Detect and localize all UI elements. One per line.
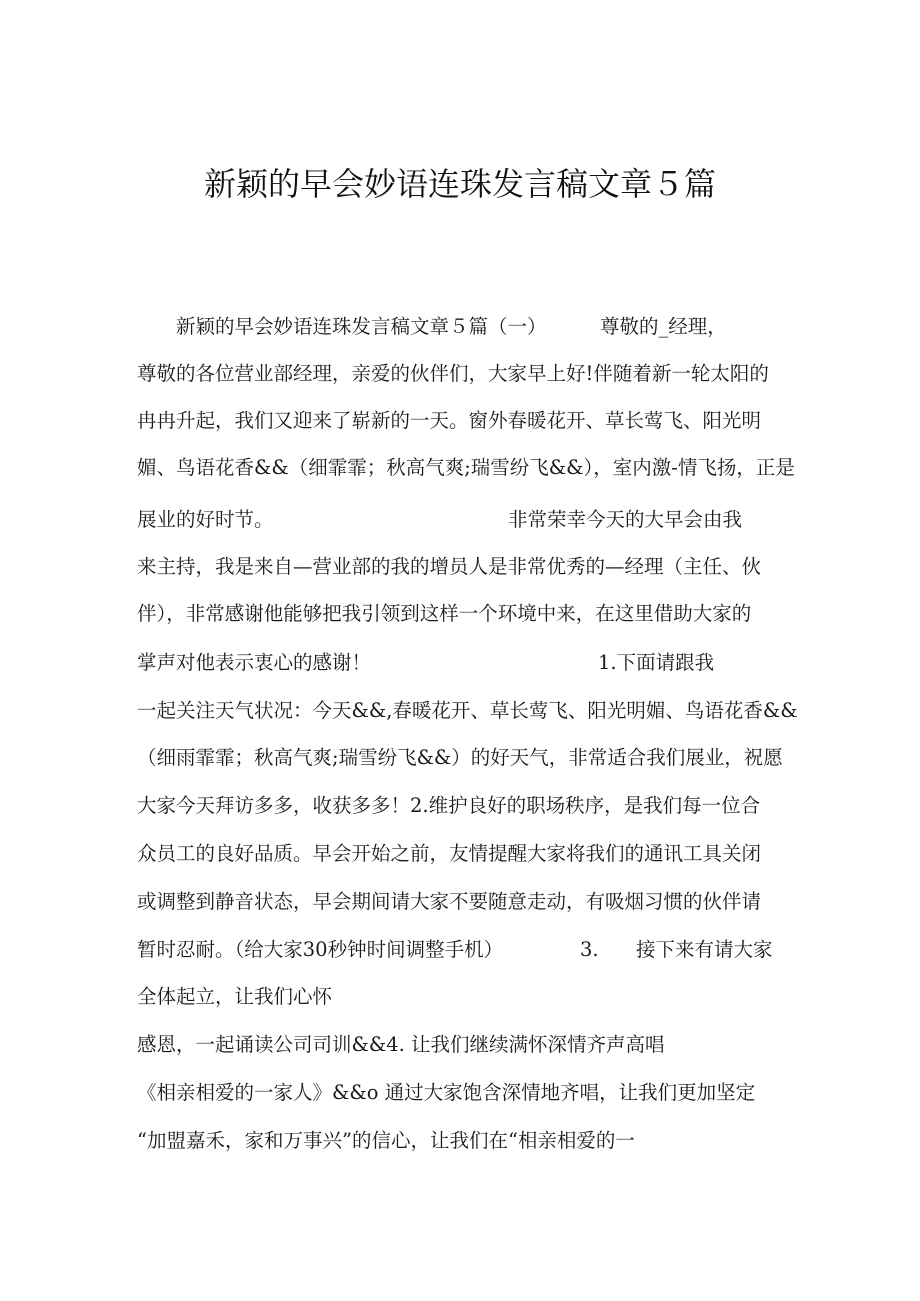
text-line: （细雨霏霏；秋高气爽;瑞雪纷飞&&）的好天气，非常适合我们展业，祝愿 — [137, 746, 783, 769]
text-line: 一起关注天气状况：今天&&,春暖花开、草长莺飞、阳光明媚、鸟语花香&& — [137, 699, 798, 722]
text-line: 暂时忍耐。（给大家30秒钟时间调整手机） — [137, 938, 504, 961]
text-line: 尊敬的_经理， — [600, 315, 727, 338]
text-line: 媚、鸟语花香&&（细霏霏；秋高气爽;瑞雪纷飞&&），室内激-情飞扬，正是 — [137, 456, 795, 479]
text-line: 大家今天拜访多多，收获多多！2.维护良好的职场秩序，是我们每一位合 — [137, 794, 761, 817]
text-line: 尊敬的各位营业部经理，亲爱的伙伴们，大家早上好!伴随着新一轮太阳的 — [137, 362, 769, 385]
text-line: 接下来有请大家 — [636, 938, 773, 961]
text-line: 新颖的早会妙语连珠发言稿文章５篇（一） — [176, 315, 547, 338]
text-line: 全体起立，让我们心怀 — [137, 985, 333, 1008]
text-line: 感恩，一起诵读公司司训&&4. 让我们继续满怀深情齐声高唱 — [137, 1033, 665, 1056]
text-line: 掌声对他表示衷心的感谢！ — [137, 651, 372, 674]
text-line: “加盟嘉禾，家和万事兴”的信心，让我们在“相亲相爱的一 — [137, 1129, 635, 1152]
text-line: 来主持，我是来自—营业部的我的增员人是非常优秀的—经理（主任、伙 — [137, 555, 762, 578]
text-line: 众员工的良好品质。早会开始之前，友情提醒大家将我们的通讯工具关闭 — [137, 842, 762, 865]
text-line: 1.下面请跟我 — [598, 651, 715, 674]
text-line: 伴），非常感谢他能够把我引领到这样一个环境中来，在这里借助大家的 — [137, 602, 752, 625]
text-line: 冉冉升起，我们又迎来了崭新的一天。窗外春暖花开、草长莺飞、阳光明 — [137, 409, 762, 432]
text-line: 《相亲相爱的一家人》&&o 通过大家饱含深情地齐唱，让我们更加坚定 — [137, 1081, 756, 1104]
text-line: 展业的好时节。 — [137, 508, 274, 531]
document-title: 新颖的早会妙语连珠发言稿文章５篇 — [203, 165, 716, 203]
text-line: 非常荣幸今天的大早会由我 — [508, 508, 743, 531]
text-line: 3. — [580, 938, 599, 961]
text-line: 或调整到静音状态，早会期间请大家不要随意走动，有吸烟习惯的伙伴请 — [137, 890, 762, 913]
